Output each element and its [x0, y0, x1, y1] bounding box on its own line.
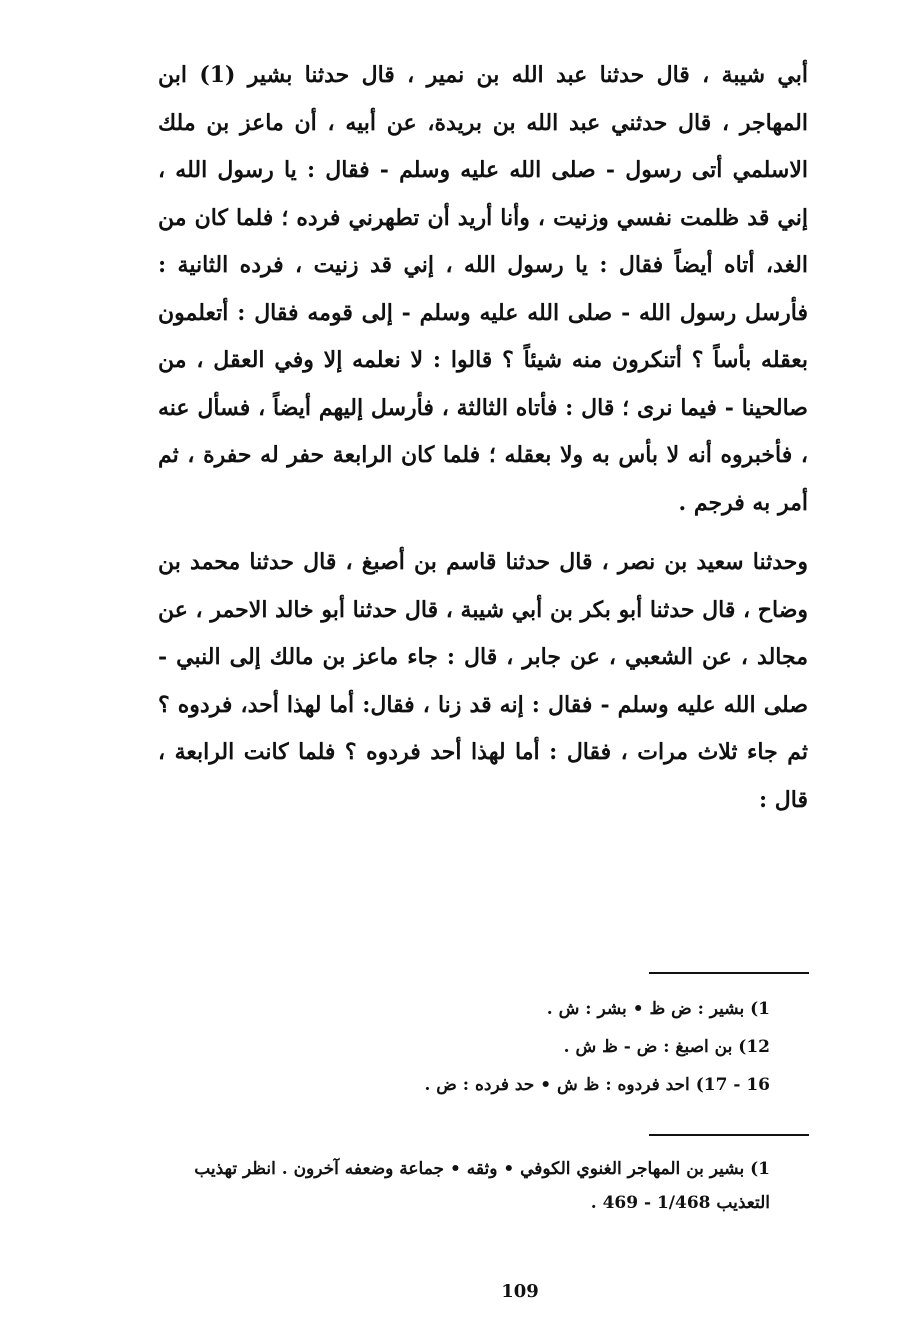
- variants-divider: [649, 972, 809, 974]
- variant-line: 1) بشير : ض ظ • بشر : ش .: [546, 999, 770, 1019]
- variant-line: 12) بن اصبغ : ض - ظ ش .: [563, 1037, 770, 1057]
- footnotes-divider: [649, 1134, 809, 1136]
- paragraph-gap: [158, 527, 808, 539]
- footnote-1: 1) بشير بن المهاجر الغنوي الكوفي • وثقه • جماعة وضعفه آخرون . انظر تهذيب التعذيب 1/468 - 469 .: [194, 1159, 770, 1213]
- footnotes: [160, 1152, 770, 1220]
- main-text-body: [158, 52, 808, 824]
- manuscript-variants: [300, 990, 770, 1104]
- hadith-paragraph-2: وحدثنا سعيد بن نصر ، قال حدثنا قاسم بن أصبغ ، قال حدثنا محمد بن وضاح ، قال حدثنا أبو بكر بن أبي شيبة ، قال حدثنا أبو خالد الاحمر ، عن مجالد ، عن الشعبي ، عن جابر ، قال : جاء ماعز بن مالك إلى النبي - صلى الله عليه وسلم - فقال : إنه قد زنا ، فقال: أما لهذا أحد، فردوه ؟ ثم جاء ثلاث مرات ، فقال : أما لهذا أحد فردوه ؟ فلما كانت الرابعة ، قال :: [158, 549, 808, 813]
- hadith-paragraph-1: أبي شيبة ، قال حدثنا عبد الله بن نمير ، قال حدثنا بشير (1) ابن المهاجر ، قال حدثني عبد الله بن بريدة، عن أبيه ، أن ماعز بن ملك الاسلمي أتى رسول - صلى الله عليه وسلم - فقال : يا رسول الله ، إني قد ظلمت نفسي وزنيت ، وأنا أريد أن تطهرني فرده ؛ فلما كان من الغد، أتاه أيضاً فقال : يا رسول الله ، إني قد زنيت ، فرده الثانية : فأرسل رسول الله - صلى الله عليه وسلم - إلى قومه فقال : أتعلمون بعقله بأساً ؟ أتنكرون منه شيئاً ؟ قالوا : لا نعلمه إلا وفي العقل ، من صالحينا - فيما نرى ؛ قال : فأتاه الثالثة ، فأرسل إليهم أيضاً ، فسأل عنه ، فأخبروه أنه لا بأس به ولا بعقله ؛ فلما كان الرابعة حفر له حفرة ، ثم أمر به فرجم .: [158, 62, 808, 516]
- variant-line: 16 - 17) احد فردوه : ظ ش • حد فرده : ض .: [424, 1075, 770, 1095]
- page-number: 109: [501, 1281, 539, 1302]
